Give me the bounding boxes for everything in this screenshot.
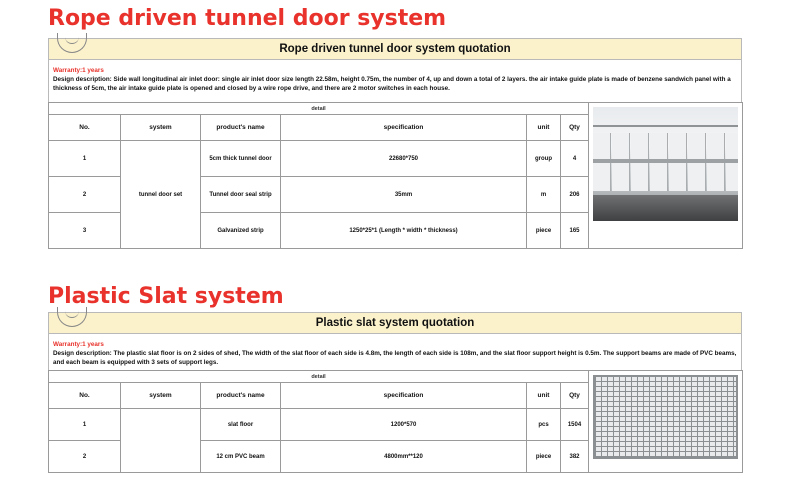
plastic-slat-photo — [593, 375, 738, 459]
section-heading-tunnel-door: Rope driven tunnel door system — [48, 6, 447, 31]
quotation-table — [48, 370, 743, 473]
cell-product-name: slat floor — [201, 409, 281, 441]
col-unit: unit — [527, 383, 561, 409]
col-product-name: product's name — [201, 115, 281, 141]
cell-unit: piece — [527, 213, 561, 249]
cell-product-name: Galvanized strip — [201, 213, 281, 249]
warranty-text: Warranty:1 years — [53, 67, 104, 74]
quotation-header — [48, 312, 742, 334]
cell-qty: 4 — [561, 141, 589, 177]
col-product-name: product's name — [201, 383, 281, 409]
col-system: system — [121, 383, 201, 409]
col-specification: specification — [281, 115, 527, 141]
cell-product-name: 5cm thick tunnel door — [201, 141, 281, 177]
cell-specification: 1250*25*1 (Length * width * thickness) — [281, 213, 527, 249]
cell-specification: 4800mm**120 — [281, 441, 527, 473]
detail-label: detail — [49, 103, 589, 115]
cell-no: 2 — [49, 177, 121, 213]
description-text: Design description: Side wall longitudinal air inlet door: single air inlet door size length 22.58m, height 0.75m, the number of 4, up and down a total of 2 layers. the air intake guide plate is made of benzene sandwich panel with a thickness of 5cm, the air intake guide plate is opened and closed by a wire rope drive, and there are 2 motor switches in each house. — [53, 76, 731, 92]
cell-unit: m — [527, 177, 561, 213]
quotation-sheet-plastic-slat — [48, 312, 742, 503]
tunnel-door-photo — [593, 107, 738, 221]
col-unit: unit — [527, 115, 561, 141]
product-image-cell — [589, 103, 743, 249]
cell-no: 3 — [49, 213, 121, 249]
cell-product-name: 12 cm PVC beam — [201, 441, 281, 473]
cell-unit: pcs — [527, 409, 561, 441]
cell-no: 1 — [49, 141, 121, 177]
company-logo-icon — [57, 33, 87, 53]
cell-specification: 22680*750 — [281, 141, 527, 177]
cell-product-name: Tunnel door seal strip — [201, 177, 281, 213]
quotation-title: Plastic slat system quotation — [315, 317, 475, 329]
cell-specification: 1200*570 — [281, 409, 527, 441]
cell-unit: piece — [527, 441, 561, 473]
cell-specification: 35mm — [281, 177, 527, 213]
col-no: No. — [49, 115, 121, 141]
company-logo-icon — [57, 307, 87, 327]
section-heading-plastic-slat: Plastic Slat system — [48, 284, 284, 309]
warranty-text: Warranty:1 years — [53, 341, 104, 348]
quotation-header — [48, 38, 742, 60]
description-text: Design description: The plastic slat floor is on 2 sides of shed, The width of the slat floor of each side is 4.8m, the length of each side is 108m, and the slat floor support height is 0.5m. The support beams are made of PVC beams, and each beam is equipped with 3 sets of support legs. — [53, 350, 737, 366]
design-description — [48, 334, 742, 370]
cell-system: tunnel door set — [121, 141, 201, 249]
cell-no: 1 — [49, 409, 121, 441]
product-image-cell — [589, 371, 743, 473]
design-description — [48, 60, 742, 102]
cell-unit: group — [527, 141, 561, 177]
col-qty: Qty — [561, 115, 589, 141]
quotation-sheet-tunnel-door — [48, 38, 742, 270]
col-qty: Qty — [561, 383, 589, 409]
cell-qty: 382 — [561, 441, 589, 473]
col-no: No. — [49, 383, 121, 409]
col-system: system — [121, 115, 201, 141]
detail-label: detail — [49, 371, 589, 383]
col-specification: specification — [281, 383, 527, 409]
quotation-table — [48, 102, 743, 249]
cell-qty: 206 — [561, 177, 589, 213]
quotation-title: Rope driven tunnel door system quotation — [279, 43, 511, 55]
cell-no: 2 — [49, 441, 121, 473]
cell-qty: 165 — [561, 213, 589, 249]
cell-qty: 1504 — [561, 409, 589, 441]
cell-system — [121, 409, 201, 473]
